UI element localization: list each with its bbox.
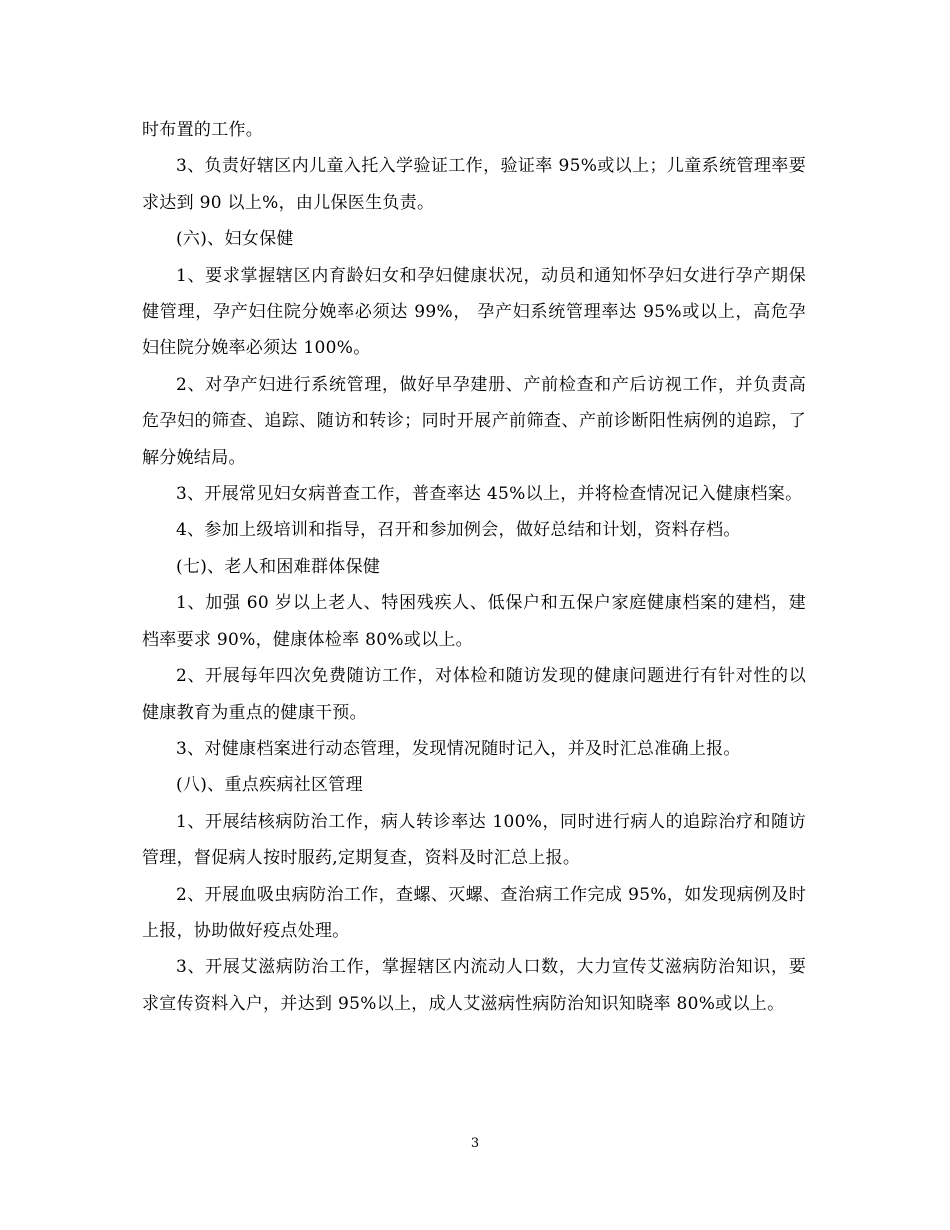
- page-number: 3: [470, 1136, 480, 1151]
- paragraph: 2、开展血吸虫病防治工作，查螺、灭螺、查治病工作完成 95%，如发现病例及时上报，协助做好疫点处理。: [142, 884, 806, 941]
- section-heading: (六)、妇女保健: [176, 229, 294, 250]
- paragraph: 1、开展结核病防治工作，病人转诊率达 100%，同时进行病人的追踪治疗和随访管理，督促病人按时服药,定期复查，资料及时汇总上报。: [142, 811, 806, 869]
- paragraph: 2、对孕产妇进行系统管理，做好早孕建册、产前检查和产后访视工作，并负责高危孕妇的筛查、追踪、随访和转诊；同时开展产前筛查、产前诊断阳性病例的追踪，了解分娩结局。: [142, 374, 806, 468]
- paragraph: 时布置的工作。: [142, 120, 264, 140]
- paragraph: 3、开展艾滋病防治工作，掌握辖区内流动人口数，大力宣传艾滋病防治知识，要求宣传资料入户，并达到 95%以上，成人艾滋病性病防治知识知晓率 80%或以上。: [142, 957, 806, 1014]
- paragraph: 2、开展每年四次免费随访工作，对体检和随访发现的健康问题进行有针对性的以健康教育为重点的健康干预。: [142, 666, 806, 723]
- paragraph: 3、负责好辖区内儿童入托入学验证工作，验证率 95%或以上；儿童系统管理率要求达到 90 以上%，由儿保医生负责。: [142, 156, 806, 213]
- section-heading: (八)、重点疾病社区管理: [176, 775, 363, 796]
- paragraph: 1、要求掌握辖区内育龄妇女和孕妇健康状况，动员和通知怀孕妇女进行孕产期保健管理，孕产妇住院分娩率必须达 99%， 孕产妇系统管理率达 95%或以上，高危孕妇住院分娩率必须达 100%。: [142, 265, 806, 359]
- paragraph: 1、加强 60 岁以上老人、特困残疾人、低保户和五保户家庭健康档案的建档，建档率要求 90%，健康体检率 80%或以上。: [142, 593, 806, 650]
- paragraph: 3、对健康档案进行动态管理，发现情况随时记入，并及时汇总准确上报。: [176, 738, 741, 759]
- document-body: [142, 112, 806, 1022]
- paragraph: 4、参加上级培训和指导，召开和参加例会，做好总结和计划，资料存档。: [176, 520, 741, 541]
- section-heading: (七)、老人和困难群体保健: [176, 556, 381, 577]
- paragraph: 3、开展常见妇女病普查工作，普查率达 45%以上，并将检查情况记入健康档案。: [176, 484, 803, 505]
